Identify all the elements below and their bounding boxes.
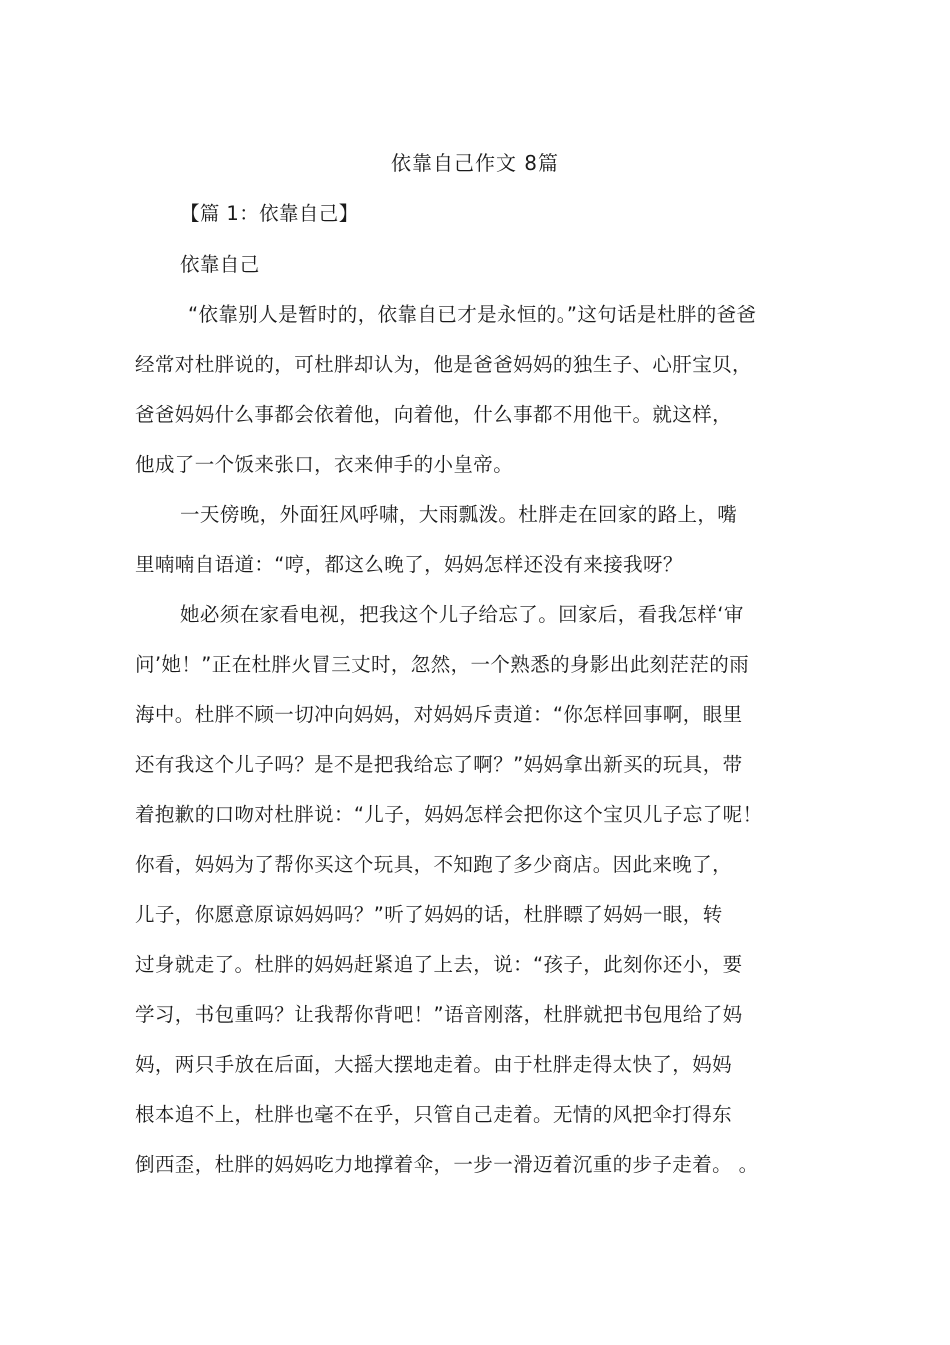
text-line-1: “依靠别人是暂时的，依靠自已才是永恒的。”这句话是杜胖的爸爸	[188, 303, 757, 326]
text-line-11: 着抱歉的口吻对杜胖说：“儿子，妈妈怎样会把你这个宝贝儿子忘了呢！	[135, 803, 763, 826]
text-line-18: 倒西歪，杜胖的妈妈吃力地撑着伞，一步一滑迈着沉重的步子走着。 。	[135, 1153, 759, 1176]
text-line-15: 学习，书包重吗？让我帮你背吧！”语音刚落，杜胖就把书包甩给了妈	[135, 1003, 743, 1026]
text-line-16: 妈，两只手放在后面，大摇大摆地走着。由于杜胖走得太快了，妈妈	[135, 1053, 733, 1076]
text-line-6: 里喃喃自语道：“哼，都这么晚了，妈妈怎样还没有来接我呀？	[135, 553, 683, 576]
text-line-9: 海中。杜胖不顾一切冲向妈妈，对妈妈斥责道：“你怎样回事啊，眼里	[135, 703, 743, 726]
text-line-5: 一天傍晚，外面狂风呼啸，大雨瓢泼。杜胖走在回家的路上，嘴	[180, 503, 738, 526]
text-line-3: 爸爸妈妈什么事都会依着他，向着他，什么事都不用他干。就这样，	[135, 403, 733, 426]
document-title: 依靠自己作文 8篇	[390, 151, 560, 175]
text-line-7: 她必须在家看电视，把我这个儿子给忘了。回家后，看我怎样‘审	[180, 603, 744, 626]
text-line-12: 你看，妈妈为了帮你买这个玩具，不知跑了多少商店。因此来晚了，	[135, 853, 733, 876]
text-line-4: 他成了一个饭来张口，衣来伸手的小皇帝。	[135, 453, 514, 476]
text-line-13: 儿子，你愿意原谅妈妈吗？”听了妈妈的话，杜胖瞟了妈妈一眼，转	[135, 903, 723, 926]
text-line-8: 问’她！”正在杜胖火冒三丈时，忽然，一个熟悉的身影出此刻茫茫的雨	[135, 653, 750, 676]
text-line-10: 还有我这个儿子吗？是不是把我给忘了啊？”妈妈拿出新买的玩具，带	[135, 753, 743, 776]
section-heading: 【篇 1：依靠自己】	[180, 202, 359, 225]
text-line-14: 过身就走了。杜胖的妈妈赶紧追了上去，说：“孩子，此刻你还小，要	[135, 953, 743, 976]
text-line-2: 经常对杜胖说的，可杜胖却认为，他是爸爸妈妈的独生子、心肝宝贝，	[135, 353, 752, 376]
essay-subtitle: 依靠自己	[180, 253, 260, 276]
text-line-17: 根本追不上，杜胖也毫不在乎，只管自己走着。无情的风把伞打得东	[135, 1103, 733, 1126]
